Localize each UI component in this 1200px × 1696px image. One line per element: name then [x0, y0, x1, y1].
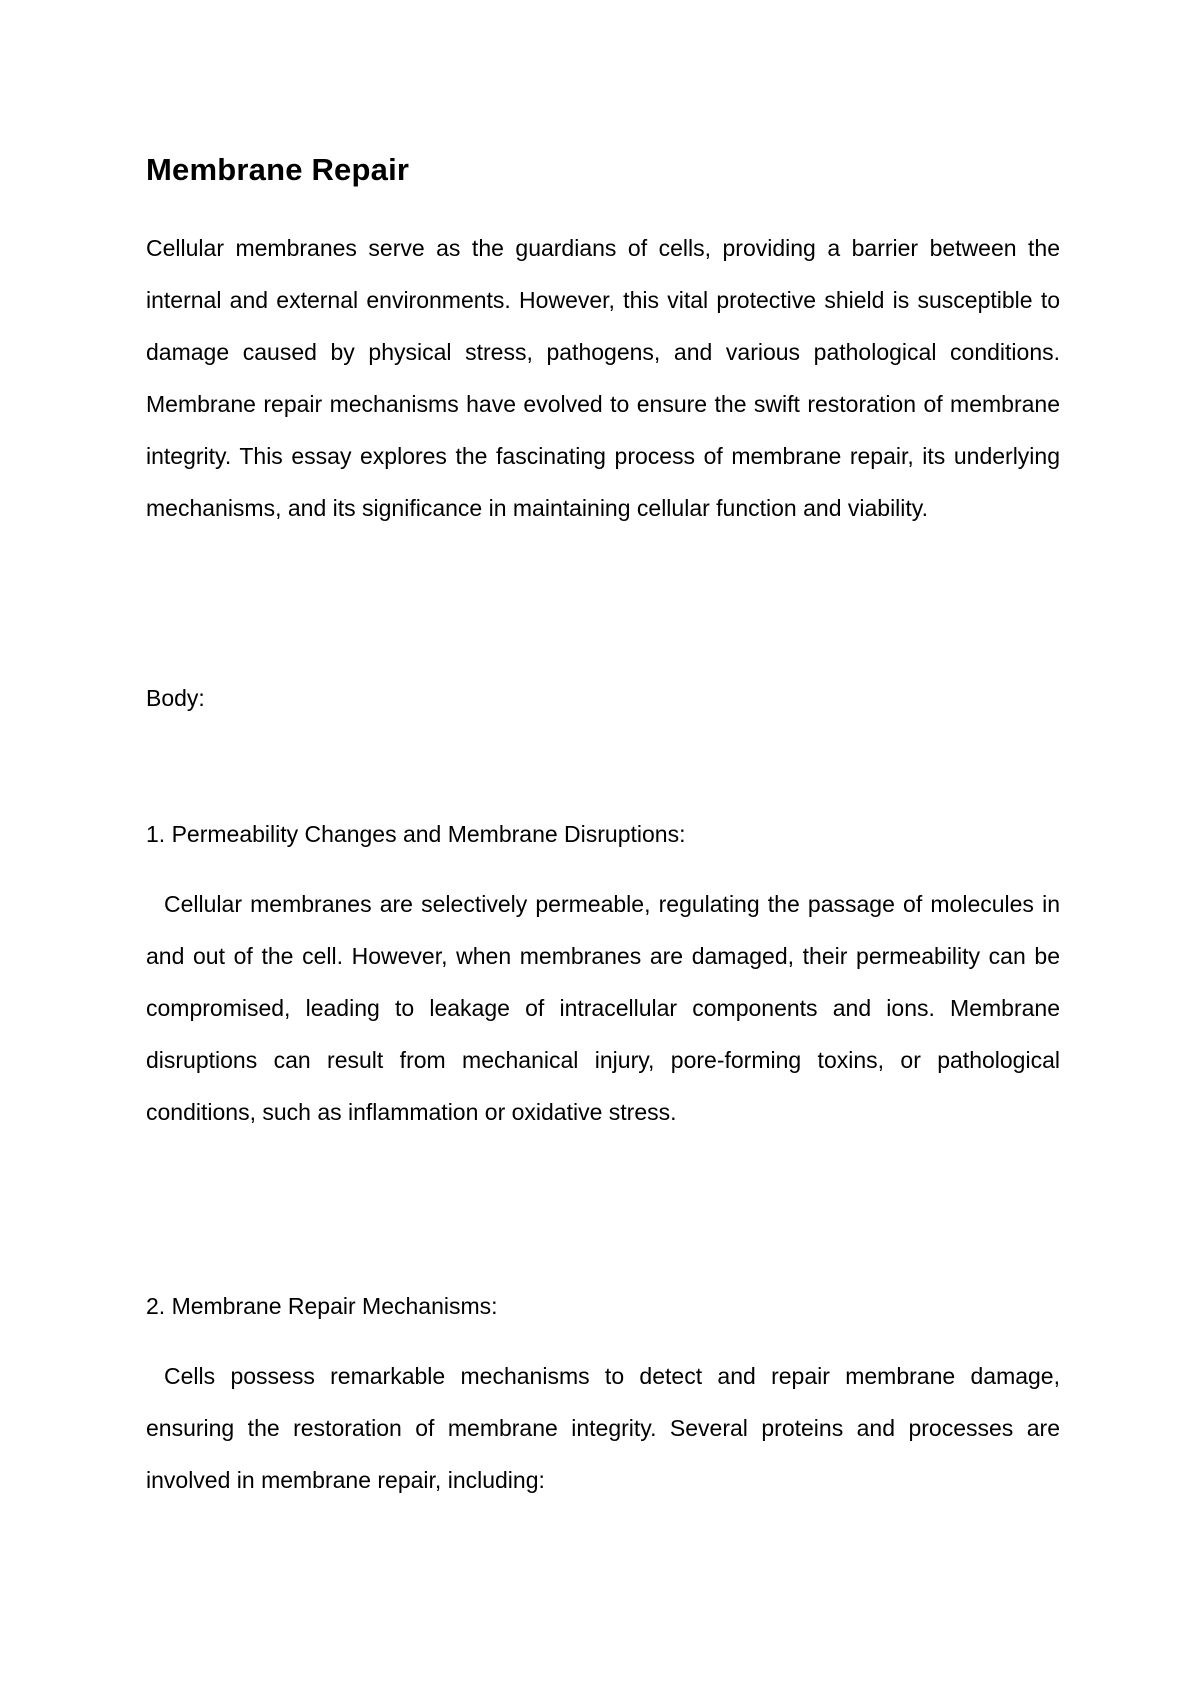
intro-paragraph: Cellular membranes serve as the guardians of cells, providing a barrier between the internal and external environments. However, this vital protective shield is susceptible to damage caused by physical stress, pathogens, and various pathological conditions. Membrane repair mechanisms have evolved to ensure the swift restoration of membrane integrity. This essay explores the fascinating process of membrane repair, its underlying mechanisms, and its significance in maintaining cellular function and viability.	[146, 235, 1060, 521]
section-2-heading: 2. Membrane Repair Mechanisms:	[146, 1293, 498, 1319]
body-label: Body:	[146, 685, 205, 711]
document-title: Membrane Repair	[146, 152, 410, 187]
section-1-heading: 1. Permeability Changes and Membrane Disruptions:	[146, 821, 686, 847]
section-2-paragraph: Cells possess remarkable mechanisms to detect and repair membrane damage, ensuring the restoration of membrane integrity. Several proteins and processes are involved in membrane repair, including:	[146, 1363, 1060, 1493]
section-1-paragraph: Cellular membranes are selectively permeable, regulating the passage of molecules in and out of the cell. However, when membranes are damaged, their permeability can be compromised, leading to leakage of intracellular components and ions. Membrane disruptions can result from mechanical injury, pore-forming toxins, or pathological conditions, such as inflammation or oxidative stress.	[146, 891, 1060, 1125]
